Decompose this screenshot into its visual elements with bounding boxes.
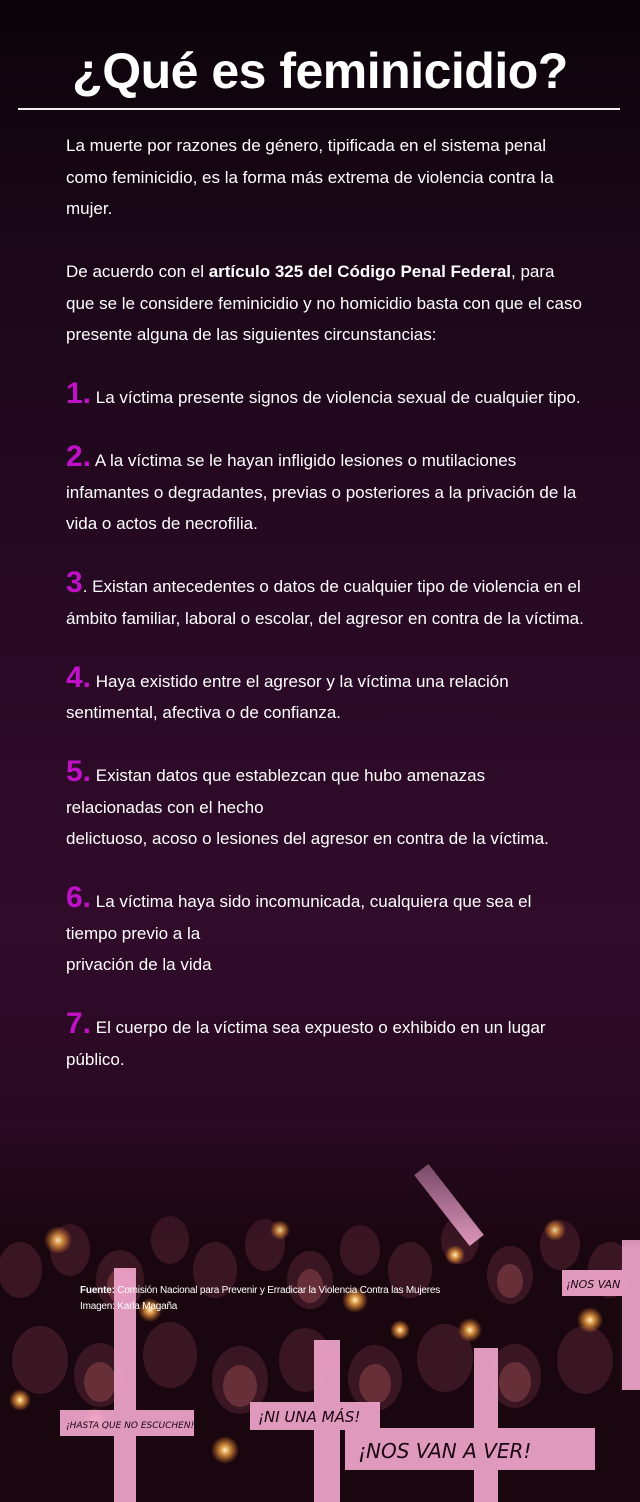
legal-article-reference: artículo 325 del Código Penal Federal bbox=[208, 262, 512, 281]
item-text: El cuerpo de la víctima sea expuesto o exhibido en un lugar público. bbox=[66, 1018, 546, 1069]
title-divider bbox=[18, 108, 620, 110]
circumstance-item-7 bbox=[66, 1007, 586, 1075]
legal-paragraph bbox=[66, 256, 586, 351]
sign-text-nos-van-a-ver: ¡NOS VAN A VER! bbox=[358, 1439, 532, 1463]
item-text: La víctima presente signos de violencia sexual de cualquier tipo. bbox=[91, 388, 581, 407]
item-text: La víctima haya sido incomunicada, cualquiera que sea el tiempo previo a la bbox=[66, 892, 532, 943]
image-credit: Imagen: Karla Magaña bbox=[80, 1301, 178, 1312]
legal-text-end: , para que se le considere feminicidio y no homicidio basta con que el caso presente alguna de las siguientes circunstancias: bbox=[66, 262, 582, 344]
sign-text-nos-van: ¡NOS VAN bbox=[566, 1278, 621, 1291]
item-text-continued: delictuoso, acoso o lesiones del agresor en contra de la víctima. bbox=[66, 829, 549, 848]
circumstance-item-3 bbox=[66, 566, 586, 634]
source-text: Comisión Nacional para Prevenir y Erradicar la Violencia Contra las Mujeres bbox=[114, 1285, 441, 1296]
item-text-continued: privación de la vida bbox=[66, 955, 212, 974]
item-number: 2. bbox=[66, 440, 92, 473]
circumstance-item-6 bbox=[66, 881, 586, 981]
source-credits bbox=[80, 1283, 440, 1315]
source-line bbox=[80, 1283, 440, 1299]
item-text: Haya existido entre el agresor y la víctima una relación sentimental, afectiva o de confianza. bbox=[66, 671, 509, 722]
item-text: Existan datos que establezcan que hubo amenazas relacionadas con el hecho bbox=[66, 766, 486, 817]
item-number: 4. bbox=[66, 660, 92, 694]
page-title: ¿Qué es feminicidio? bbox=[72, 43, 568, 99]
sign-text-hasta: ¡HASTA QUE NO ESCUCHEN! bbox=[66, 1421, 195, 1431]
source-label: Fuente: bbox=[80, 1285, 115, 1296]
item-text: . Existan antecedentes o datos de cualquier tipo de violencia en el ámbito familiar, laboral o escolar, del agresor en contra de la víctima. bbox=[66, 577, 584, 628]
circumstance-item-5 bbox=[66, 755, 586, 855]
legal-text-start: De acuerdo con el bbox=[66, 262, 209, 281]
circumstance-item-2 bbox=[66, 440, 586, 540]
item-number: 7. bbox=[66, 1007, 92, 1040]
item-number: 6. bbox=[66, 881, 92, 914]
item-number: 1. bbox=[66, 377, 92, 410]
item-number: 3 bbox=[66, 566, 83, 599]
item-text: A la víctima se le hayan infligido lesiones o mutilaciones infamantes o degradantes, previas o posteriores a la privación de la vida o actos de necrofilia. bbox=[66, 451, 577, 533]
article-body bbox=[66, 130, 586, 1075]
circumstance-item-4 bbox=[66, 660, 586, 729]
intro-paragraph: La muerte por razones de género, tipificada en el sistema penal como feminicidio, es la forma más extrema de violencia contra la mujer. bbox=[66, 136, 554, 218]
sign-text-ni-una-mas: ¡NI UNA MÁS! bbox=[258, 1408, 361, 1426]
circumstance-item-1 bbox=[66, 377, 586, 414]
item-number: 5. bbox=[66, 755, 92, 788]
